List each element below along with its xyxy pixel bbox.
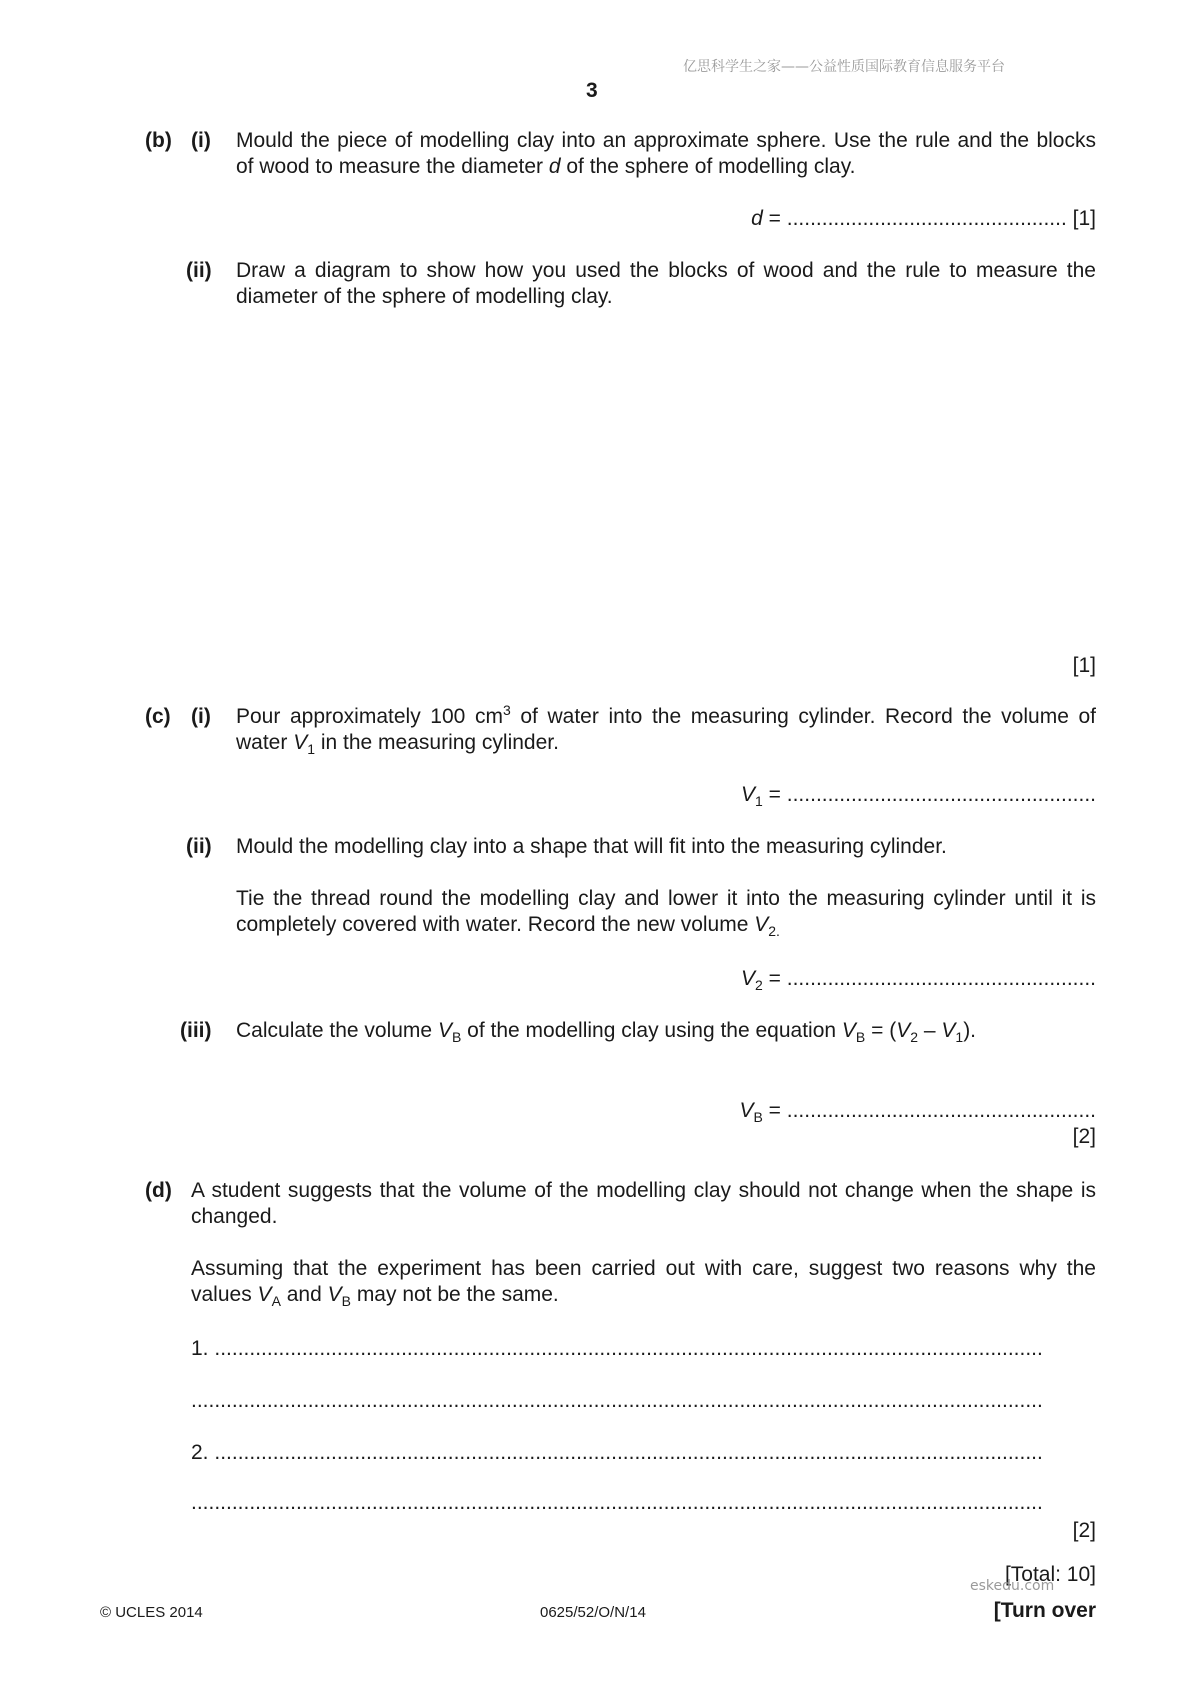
mark-d: [2] (1072, 1519, 1096, 1542)
part-c-i-label: (i) (191, 705, 211, 728)
answer-line-reason-2[interactable]: 2. .............................................................................................................................................. (191, 1441, 1043, 1464)
part-c-ii-text-1: Mould the modelling clay into a shape that will fit into the measuring cylinder. (236, 835, 947, 858)
part-c-iii-label: (iii) (180, 1019, 212, 1042)
watermark-header: 亿思科学生之家——公益性质国际教育信息服务平台 (683, 59, 1005, 75)
answer-line-v1[interactable]: $V_1$ = ..................................................... (741, 783, 1096, 810)
diagram-answer-space[interactable] (236, 320, 1096, 640)
total-marks: [Total: 10] (1004, 1563, 1096, 1586)
part-d-label: (d) (145, 1179, 172, 1202)
part-c-i-text: Pour approximately 100 $cm^3$ of water into the measuring cylinder. Record the volume of water $V_1$ in the measuring cylinder. (236, 702, 1096, 758)
part-c-label: (c) (145, 705, 171, 728)
part-b-ii-label: (ii) (186, 259, 212, 282)
part-c-ii-text-2: Tie the thread round the modelling clay and lower it into the measuring cylinder until it is completely covered with water. Record the new volume $V_{2.}$ (236, 887, 1096, 940)
part-b-i-label: (i) (191, 129, 211, 152)
answer-line-d[interactable]: d = ................................................ [1] (751, 207, 1096, 230)
footer-copyright: © UCLES 2014 (100, 1604, 203, 1621)
mark-b-i: [1] (1072, 207, 1096, 230)
answer-line-v2[interactable]: $V_2$ = ..................................................... (741, 967, 1096, 994)
answer-line-vb[interactable]: $V_B$ = ..................................................... (739, 1099, 1096, 1126)
part-d-text-1: A student suggests that the volume of the modelling clay should not change when the shape is changed. (191, 1179, 1096, 1228)
part-b-i-text: Mould the piece of modelling clay into an approximate sphere. Use the rule and the blocks of wood to measure the diameter d of the sphere of modelling clay. (236, 129, 1096, 178)
part-c-ii-label: (ii) (186, 835, 212, 858)
part-d-text-2: Assuming that the experiment has been carried out with care, suggest two reasons why the values $V_A$ and $V_B$ may not be the same. (191, 1257, 1096, 1310)
part-b-ii-text: Draw a diagram to show how you used the blocks of wood and the rule to measure the diameter of the sphere of modelling clay. (236, 259, 1096, 308)
mark-c: [2] (1072, 1125, 1096, 1148)
answer-line-reason-1[interactable]: 1. .............................................................................................................................................. (191, 1337, 1043, 1360)
watermark-footer: eskedu.com (970, 1578, 1055, 1594)
part-b-label: (b) (145, 129, 172, 152)
answer-line-reason-2-cont[interactable]: .................................................................................................................................................. (191, 1491, 1043, 1514)
page-number: 3 (586, 79, 598, 102)
part-c-iii-text: Calculate the volume $V_B$ of the modelling clay using the equation $V_B = (V_2 - V_1)$. (236, 1019, 977, 1046)
footer-paper-code: 0625/52/O/N/14 (540, 1604, 646, 1621)
mark-b-ii: [1] (1072, 654, 1096, 677)
answer-line-reason-1-cont[interactable]: .................................................................................................................................................. (191, 1389, 1043, 1412)
footer-turn-over: [Turn over (993, 1599, 1096, 1622)
